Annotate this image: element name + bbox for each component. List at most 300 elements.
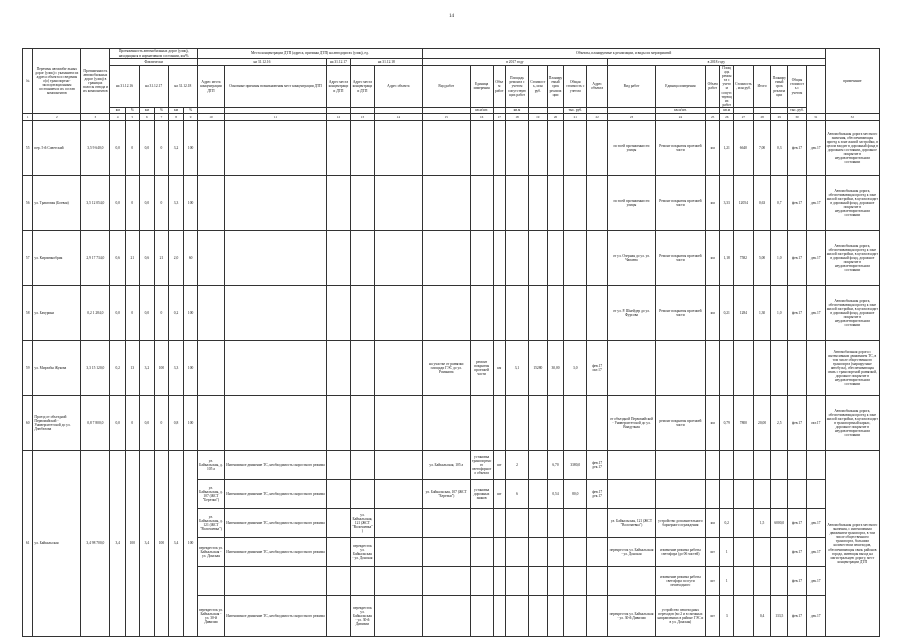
total-2018: [771, 566, 788, 595]
remark: Автомобильная дорога, обеспечивающая проезд к зоне жилой застройки, в целом входит в дорожный фонд, дорожное покрытие в неудовлетворительном состоянии: [825, 230, 879, 285]
start-2018: [788, 340, 807, 395]
work-kind-2018: Ремонт покрытия проезжей части: [655, 285, 705, 340]
table-subrow: [23, 450, 880, 479]
cost-2018: 20,00: [753, 395, 771, 450]
end-2018: [806, 479, 825, 508]
area-2018: 1284: [733, 285, 753, 340]
work-kind-2018: [655, 479, 705, 508]
dtp-empty: [197, 340, 224, 395]
obj-addr-2018: по всей протяженности улицы: [608, 120, 656, 175]
col-index-30: 30: [788, 113, 807, 120]
obj-addr-2018: перекресток ул. Байкальская - ул. Донская: [608, 537, 656, 566]
volume-2017: [506, 537, 529, 566]
row-num: 57: [23, 230, 33, 285]
table-row: [23, 285, 880, 340]
street-name: Проезд от объездной Первомайской - Университетской до ул. Дзюбелова: [33, 395, 81, 450]
total-2018: 1,0: [771, 230, 788, 285]
unit-2018: шт: [705, 537, 720, 566]
cost-2018: 0,63: [753, 175, 771, 230]
dtp-empty: [224, 285, 326, 340]
dtp-reason: Интенсивное движение ТС, необходимость скоростного режима: [224, 537, 326, 566]
extent-p3: 100: [184, 175, 198, 230]
area-2017: [528, 479, 547, 508]
hdr-area-18: Площадь ремонта с учетом сопутствующих работ: [721, 66, 732, 107]
table-row: [23, 175, 880, 230]
volume-2017: 3,1: [506, 340, 529, 395]
total-2018: 133,5: [771, 595, 788, 636]
extent-k3: 3,3: [168, 175, 184, 230]
col-index-16: 16: [470, 113, 493, 120]
col-index-11: 11: [224, 113, 326, 120]
dtp-addr: ул. Байкальская, д. 121 (ЖСТ "Волочаевка"): [197, 508, 224, 537]
dtp-addr: [197, 566, 224, 595]
volume-2017: [506, 566, 529, 595]
total-2017: 3380,0: [564, 450, 587, 479]
unit-2018: км: [705, 230, 720, 285]
volume-2017: [506, 508, 529, 537]
extent-k1: 0,0: [110, 395, 126, 450]
start-2018: фев.17: [788, 395, 807, 450]
col-index-6: 6: [139, 113, 155, 120]
cost-2018: [753, 450, 771, 479]
term-2017: [587, 285, 608, 340]
hdr-year-2018: в 2018 году: [608, 59, 826, 66]
extent-p2: 0: [155, 395, 169, 450]
obj-addr-2017: [422, 120, 470, 175]
start-2018: фев.17: [788, 120, 807, 175]
extent-k2: 0,0: [139, 120, 155, 175]
length: 3,5 12 054,0: [81, 175, 110, 230]
start-2018: фев.17: [788, 175, 807, 230]
total-2017: [564, 595, 587, 636]
end-2018: дек.17: [806, 595, 825, 636]
dtp-addr-2018: ул. Байкальская, 121 (ЖСТ "Волочаевка"): [350, 508, 374, 537]
extent-k2: 3,4: [139, 450, 155, 636]
dtp-addr: ул. Байкальская, д. 105 а: [197, 450, 224, 479]
unit-2018: шт: [705, 566, 720, 595]
cost-2017: [547, 595, 564, 636]
hdr-area-unit-18: кв.м/шт.: [655, 107, 705, 113]
term-2017: фев.17 дек.17: [587, 450, 608, 479]
total-2017: [564, 120, 587, 175]
end-2018: дек.17: [806, 566, 825, 595]
total-2018: 6000,0: [771, 508, 788, 537]
street-name: ул. Трактовая (Боевая): [33, 175, 81, 230]
term-2017: [587, 120, 608, 175]
end-2018: дек.17: [806, 508, 825, 537]
cost-2018: 7,00: [753, 120, 771, 175]
col-index-18: 18: [506, 113, 529, 120]
hdr-dtp-addr-3: Адрес места концентрации ДТП: [350, 66, 374, 108]
term-2017: [587, 537, 608, 566]
col-index-1: 1: [23, 113, 33, 120]
unit-2018: км: [705, 175, 720, 230]
col-index-25: 25: [705, 113, 720, 120]
unit-2017: шт: [493, 450, 505, 479]
total-2018: 2,5: [771, 395, 788, 450]
extent-p3: 100: [184, 340, 198, 395]
obj-addr-2018: от ул. Озерная до ул. ул. Чапаева: [608, 230, 656, 285]
hdr-rub-17: тыс. руб.: [564, 107, 587, 113]
dtp-addr: ул. Байкальская, д. 107 (ЖСТ "Березки"): [197, 479, 224, 508]
extent-k3: 3,4: [168, 450, 184, 636]
obj-addr-2018: [608, 340, 656, 395]
term-2017: [587, 595, 608, 636]
dtp-empty: [327, 175, 351, 230]
dtp-empty: [327, 450, 351, 479]
dtp-empty: [327, 120, 351, 175]
start-2018: фев.17: [788, 595, 807, 636]
unit-2017: [493, 595, 505, 636]
obj-addr-2017: ул. Байкальская, 105 а: [422, 450, 470, 479]
volume-2017: [506, 595, 529, 636]
dtp-empty: [374, 230, 422, 285]
hdr-planned-18: Планируемый срок реализации: [771, 66, 788, 108]
table-row: [23, 120, 880, 175]
total-2017: [564, 537, 587, 566]
end-2018: дек.17: [806, 537, 825, 566]
dtp-empty: [374, 120, 422, 175]
volume-2018: [720, 479, 734, 508]
unit-2018: км: [705, 285, 720, 340]
unit-2018: [705, 340, 720, 395]
remark: Автомобильная дорога с интенсивным движением ТС, в том числе общественного транспорта (маршрутные автобусы), обеспечивающая связь с транспортной развязкой, дорожное покрытие в неудовлетворительном состоянии: [825, 340, 879, 395]
dtp-addr-2018: [350, 566, 374, 595]
cost-2017: [547, 120, 564, 175]
main-rows: [23, 120, 880, 450]
length: 0,8 7 800,0: [81, 395, 110, 450]
area-2018: [733, 566, 753, 595]
hdr-km-3: км: [168, 107, 184, 113]
work-kind-2017: [470, 595, 493, 636]
street-name: ул. Мирзабы Жукова: [33, 340, 81, 395]
area-2018: 6640: [733, 120, 753, 175]
volume-2017: [506, 395, 529, 450]
hdr-cost-17: Стоимость, млн руб.: [528, 66, 547, 108]
area-2017: [528, 285, 547, 340]
hdr-dtp-group: Места концентрации ДТП (адреса, причины ДТП) на автодорогах (улиц), ед.: [197, 49, 422, 59]
area-2017: [528, 508, 547, 537]
obj-addr-2017: [422, 537, 470, 566]
work-kind-2017: [470, 537, 493, 566]
volume-2018: 1: [720, 537, 734, 566]
dtp-empty: [197, 120, 224, 175]
dtp-empty: [374, 595, 422, 636]
hdr-dtp-date1: на 31.12.16: [197, 59, 326, 66]
term-2017: [587, 566, 608, 595]
obj-addr-2017: [422, 285, 470, 340]
end-2018: [806, 340, 825, 395]
unit-2017: [493, 230, 505, 285]
obj-addr-2018: по всей протяженности улицы: [608, 175, 656, 230]
cost-2017: [547, 395, 564, 450]
dtp-empty: [350, 285, 374, 340]
obj-addr-2017: [422, 566, 470, 595]
extent-p3: 100: [184, 395, 198, 450]
extent-k2: 0,0: [139, 395, 155, 450]
extent-p1: 0: [126, 120, 140, 175]
area-2018: [733, 340, 753, 395]
extent-k3: 3,3: [168, 340, 184, 395]
work-kind-2018: устройство пешеходных переходов (во 2 и в смежных направлениях в районе ГЭС и в ул. Донская): [655, 595, 705, 636]
hdr-date2: на 31.12.17: [139, 66, 168, 108]
dtp-empty: [224, 120, 326, 175]
extent-p2: 100: [155, 340, 169, 395]
length: 3,5 9 640,0: [81, 120, 110, 175]
road-works-table: [22, 48, 880, 637]
extent-k1: 0,0: [110, 175, 126, 230]
volume-2018: 1,21: [720, 120, 734, 175]
extent-k3: 0,8: [168, 395, 184, 450]
unit-2017: [493, 120, 505, 175]
area-2017: [528, 595, 547, 636]
row-num: 55: [23, 120, 33, 175]
work-kind-2018: ремонт покрытия проезжей части: [655, 395, 705, 450]
unit-2017: [493, 175, 505, 230]
dtp-empty: [197, 175, 224, 230]
end-2018: дек.17: [806, 175, 825, 230]
dtp-empty: [224, 230, 326, 285]
dtp-empty: [197, 395, 224, 450]
unit-2017: шт: [493, 479, 505, 508]
dtp-empty: [327, 285, 351, 340]
dtp-reason: Интенсивное движение ТС, необходимость скоростного режима: [224, 450, 326, 479]
cost-2018: 1,30: [753, 285, 771, 340]
col-index-17: 17: [493, 113, 505, 120]
cost-2017: [547, 175, 564, 230]
hdr-planned-17: Планируемый срок реализации: [547, 66, 564, 108]
extent-k3: 3,2: [168, 120, 184, 175]
end-2018: окт.17: [806, 395, 825, 450]
hdr-unit-18: Единица измерения: [655, 66, 705, 108]
cost-2017: 6,70: [547, 450, 564, 479]
volume-2017: [506, 120, 529, 175]
hdr-year-2017: в 2017 году: [422, 59, 607, 66]
work-kind-2018: Ремонт покрытия проезжей части: [655, 175, 705, 230]
hdr-km-2: км: [139, 107, 155, 113]
dtp-empty: [224, 175, 326, 230]
unit-2017: [493, 395, 505, 450]
cost-2017: [547, 566, 564, 595]
work-kind-2017: [470, 395, 493, 450]
area-2017: [528, 537, 547, 566]
total-2018: 1,0: [771, 285, 788, 340]
extent-k2: 3,2: [139, 340, 155, 395]
volume-2018: 3,33: [720, 175, 734, 230]
unit-2018: [705, 479, 720, 508]
street-name: ул. Байкальская: [33, 450, 81, 636]
total-2018: 0,3: [771, 120, 788, 175]
dtp-empty: [197, 285, 224, 340]
extent-p1: 13: [126, 340, 140, 395]
dtp-empty: [374, 175, 422, 230]
hdr-volume-17: Объем работ: [493, 66, 505, 108]
hdr-kv-17: кв.м: [506, 107, 529, 113]
hdr-volume-18: Объем работ: [705, 66, 720, 108]
extent-k1: 0,0: [110, 285, 126, 340]
term-2017: [587, 230, 608, 285]
volume-2018: 3: [720, 595, 734, 636]
dtp-empty: [197, 230, 224, 285]
extent-p2: 21: [155, 230, 169, 285]
row-num: 58: [23, 285, 33, 340]
hdr-dtp-reason: Основные причины возникновения мест концентрации ДТП: [224, 66, 326, 108]
hdr-obj-addr-17: Адрес объекта: [374, 66, 422, 108]
work-kind-2018: Ремонт покрытия проезжей части: [655, 120, 705, 175]
hdr-dtp-date3: на 31.12.18: [350, 59, 422, 66]
work-kind-2017: [470, 508, 493, 537]
term-2017: фев.17 дек.17: [587, 479, 608, 508]
unit-2017: [493, 537, 505, 566]
total-2018: [771, 479, 788, 508]
extent-k3: 0,2: [168, 285, 184, 340]
extent-k1: 3,4: [110, 450, 126, 636]
area-2018: 12054: [733, 175, 753, 230]
hdr-works-group: Объекты, планируемые к реализации, и виды их мероприятий: [422, 49, 825, 59]
extent-k3: 2,0: [168, 230, 184, 285]
col-index-7: 7: [155, 113, 169, 120]
volume-2017: 6: [506, 479, 529, 508]
end-2018: [806, 450, 825, 479]
remark: Автомобильная дорога местного значения, обеспечивающая проезд к зоне жилой застройки, в целом входит в дорожный фонд в дорожном состоянии, дорожное покрытие в неудовлетворительном состоянии: [825, 120, 879, 175]
street-name: пер. 5-й Советский: [33, 120, 81, 175]
dtp-empty: [327, 395, 351, 450]
hdr-cost-18: Стоимость, млн руб.: [733, 66, 753, 108]
cost-2018: 1,5: [753, 508, 771, 537]
work-kind-2017: [470, 175, 493, 230]
obj-addr-2017: [422, 595, 470, 636]
dtp-addr-2018: перекресток ул. Байкальская - ул. 30-й Дивизии: [350, 595, 374, 636]
hdr-dtp-addr-2: Адрес места концентрации ДТП: [327, 66, 351, 108]
hdr-work-kind-18: Вид работ: [608, 66, 656, 108]
obj-addr-2018: от ул. Р. Шнейдер до ул. Фурсова: [608, 285, 656, 340]
dtp-empty: [327, 230, 351, 285]
extent-k2: 0,0: [139, 175, 155, 230]
start-2018: фев.17: [788, 508, 807, 537]
extent-p3: 60: [184, 230, 198, 285]
unit-2017: км: [493, 340, 505, 395]
col-index-27: 27: [733, 113, 753, 120]
hdr-obj-addr-18: Адрес объекта: [587, 66, 608, 108]
remark: Автомобильная дорога, обеспечивающая проезд к зоне жилой застройки, в целом входит в транспортный каркас, дорожное покрытие в неудовлетворительном состоянии: [825, 395, 879, 450]
length: 2,9 17 734,0: [81, 230, 110, 285]
volume-2017: [506, 285, 529, 340]
volume-2018: [720, 340, 734, 395]
table-row: [23, 395, 880, 450]
hdr-pct-1: %: [126, 107, 140, 113]
col-index-28: 28: [753, 113, 771, 120]
cost-2018: [753, 537, 771, 566]
row-num: 56: [23, 175, 33, 230]
col-index-32: 32: [825, 113, 879, 120]
extent-p2: 0: [155, 285, 169, 340]
hdr-km-1: км: [110, 107, 126, 113]
hdr-remark: примечание: [825, 49, 879, 114]
hdr-date3: на 31.12.18: [168, 66, 197, 108]
start-2018: фев.17: [788, 285, 807, 340]
extent-k1: 0,2: [110, 340, 126, 395]
cost-2017: 0,54: [547, 479, 564, 508]
term-2017: [587, 395, 608, 450]
dtp-reason: Интенсивное движение ТС, необходимость скоростного режима: [224, 508, 326, 537]
area-2017: [528, 395, 547, 450]
volume-2018: 1,18: [720, 230, 734, 285]
dtp-empty: [374, 537, 422, 566]
obj-addr-2018: [608, 479, 656, 508]
total-2017: [564, 230, 587, 285]
dtp-addr: перекресток ул. Байкальская - ул. Донская: [197, 537, 224, 566]
row-num: 61: [23, 450, 33, 636]
dtp-empty: [374, 395, 422, 450]
end-2018: дек.17: [806, 285, 825, 340]
cost-2018: 5,00: [753, 230, 771, 285]
col-index-26: 26: [720, 113, 734, 120]
area-2017: [528, 566, 547, 595]
area-2017: [528, 450, 547, 479]
obj-addr-2017: на участке от развязки площади ГЭС до ул. Романова: [422, 340, 470, 395]
obj-addr-2018: ул. Байкальская, 121 (ЖСТ "Волочаевка"): [608, 508, 656, 537]
col-index-4: 4: [110, 113, 126, 120]
volume-2017: 2: [506, 450, 529, 479]
remark: Автомобильная дорога, обеспечивающая проезд к зоне жилой застройки, в целом входит в дорожный фонд, дорожное покрытие в неудовлетворительном состоянии: [825, 285, 879, 340]
col-index-22: 22: [587, 113, 608, 120]
work-kind-2018: [655, 450, 705, 479]
cost-2017: [547, 230, 564, 285]
hdr-length: Протяженность автомобильных дорог (улиц) в границах полосы отвода и их компонентов: [81, 49, 110, 114]
hdr-pct-3: %: [184, 107, 198, 113]
total-2017: [564, 566, 587, 595]
total-2018: [771, 537, 788, 566]
dtp-empty: [327, 595, 351, 636]
obj-addr-2018: [608, 450, 656, 479]
col-index-29: 29: [771, 113, 788, 120]
volume-2018: 0,2: [720, 508, 734, 537]
start-2018: [788, 450, 807, 479]
total-2017: [564, 508, 587, 537]
extent-p3: 100: [184, 120, 198, 175]
area-2017: [528, 120, 547, 175]
unit-2017: [493, 285, 505, 340]
col-index-19: 19: [528, 113, 547, 120]
hdr-work-kind-17: Вид работ: [422, 66, 470, 108]
extent-p1: 21: [126, 230, 140, 285]
extent-p3: 100: [184, 285, 198, 340]
area-2018: [733, 537, 753, 566]
work-kind-2018: устройство дополнительного барьерного ограждения: [655, 508, 705, 537]
col-index-24: 24: [655, 113, 705, 120]
hdr-dtp-date2: на 31.12.17: [327, 59, 351, 66]
obj-addr-2017: ул. Байкальская, 107 (ЖСТ "Березки"): [422, 479, 470, 508]
start-2018: фев.17: [788, 566, 807, 595]
hdr-actual: Фактически: [110, 59, 197, 66]
hdr-rub-18: тыс. руб.: [788, 107, 807, 113]
dtp-empty: [327, 340, 351, 395]
remark: Автомобильная дорога, обеспечивающая проезд к зоне жилой застройки, в целом входит в дорожный фонд, дорожное покрытие в неудовлетворительном состоянии: [825, 175, 879, 230]
work-kind-2017: [470, 120, 493, 175]
volume-2018: 0,21: [720, 285, 734, 340]
start-2018: фев.17: [788, 230, 807, 285]
dtp-addr-2018: перекресток ул. Байкальская - ул. Донская: [350, 537, 374, 566]
term-2017: [587, 508, 608, 537]
dtp-empty: [374, 340, 422, 395]
dtp-addr-2018: [350, 479, 374, 508]
col-index-15: 15: [422, 113, 470, 120]
dtp-reason: Интенсивное движение ТС, необходимость скоростного режима: [224, 595, 326, 636]
col-index-21: 21: [564, 113, 587, 120]
volume-2018: [720, 450, 734, 479]
extent-p2: 0: [155, 175, 169, 230]
cost-2017: [547, 285, 564, 340]
